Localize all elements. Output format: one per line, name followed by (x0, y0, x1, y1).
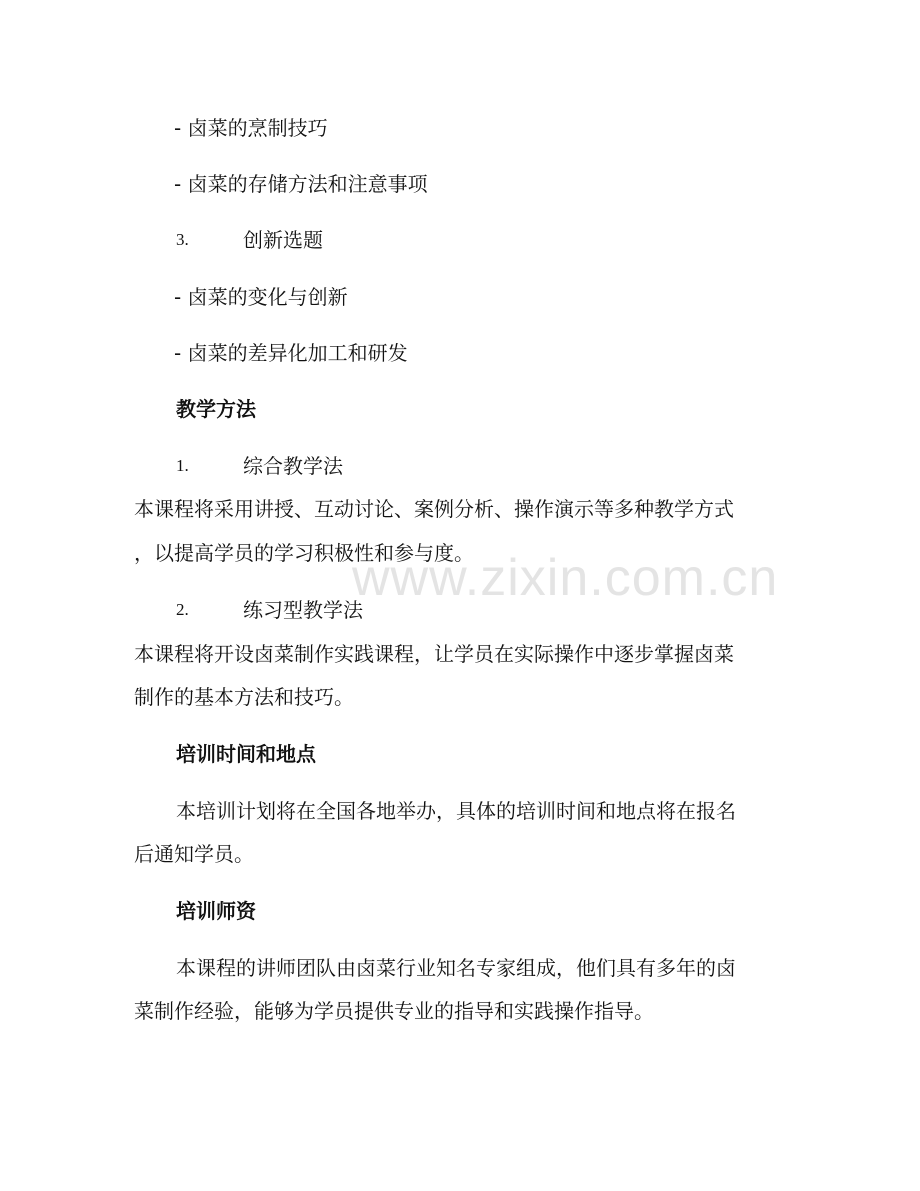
bullet-cooking-techniques: - 卤菜的烹制技巧 (174, 116, 328, 140)
bullet-storage-methods: - 卤菜的存储方法和注意事项 (174, 172, 428, 196)
bullet-variation-innovation: - 卤菜的变化与创新 (174, 285, 348, 309)
heading-teaching-methods: 教学方法 (176, 397, 256, 421)
heading-time-location: 培训时间和地点 (176, 742, 316, 766)
list-number-3: 3. (176, 230, 189, 249)
list-number-1: 1. (176, 456, 189, 475)
paragraph-comprehensive-line1: 本课程将采用讲授、互动讨论、案例分析、操作演示等多种教学方式 (134, 497, 734, 521)
paragraph-comprehensive-line2: ，以提高学员的学习积极性和参与度。 (134, 541, 474, 565)
paragraph-schedule-line1: 本培训计划将在全国各地举办，具体的培训时间和地点将在报名 (176, 799, 736, 823)
list-title-practice: 练习型教学法 (243, 598, 363, 622)
list-number-2: 2. (176, 600, 189, 619)
paragraph-practice-line2: 制作的基本方法和技巧。 (134, 685, 354, 709)
list-title-innovation: 创新选题 (243, 228, 323, 252)
bullet-differentiated-processing: - 卤菜的差异化加工和研发 (174, 341, 408, 365)
paragraph-faculty-line2: 菜制作经验，能够为学员提供专业的指导和实践操作指导。 (134, 999, 654, 1023)
paragraph-faculty-line1: 本课程的讲师团队由卤菜行业知名专家组成，他们具有多年的卤 (176, 956, 736, 980)
paragraph-practice-line1: 本课程将开设卤菜制作实践课程，让学员在实际操作中逐步掌握卤菜 (134, 642, 734, 666)
watermark: www.zixin.com.cn (352, 549, 779, 607)
list-title-comprehensive: 综合教学法 (243, 454, 343, 478)
heading-faculty: 培训师资 (176, 899, 256, 923)
paragraph-schedule-line2: 后通知学员。 (134, 842, 254, 866)
